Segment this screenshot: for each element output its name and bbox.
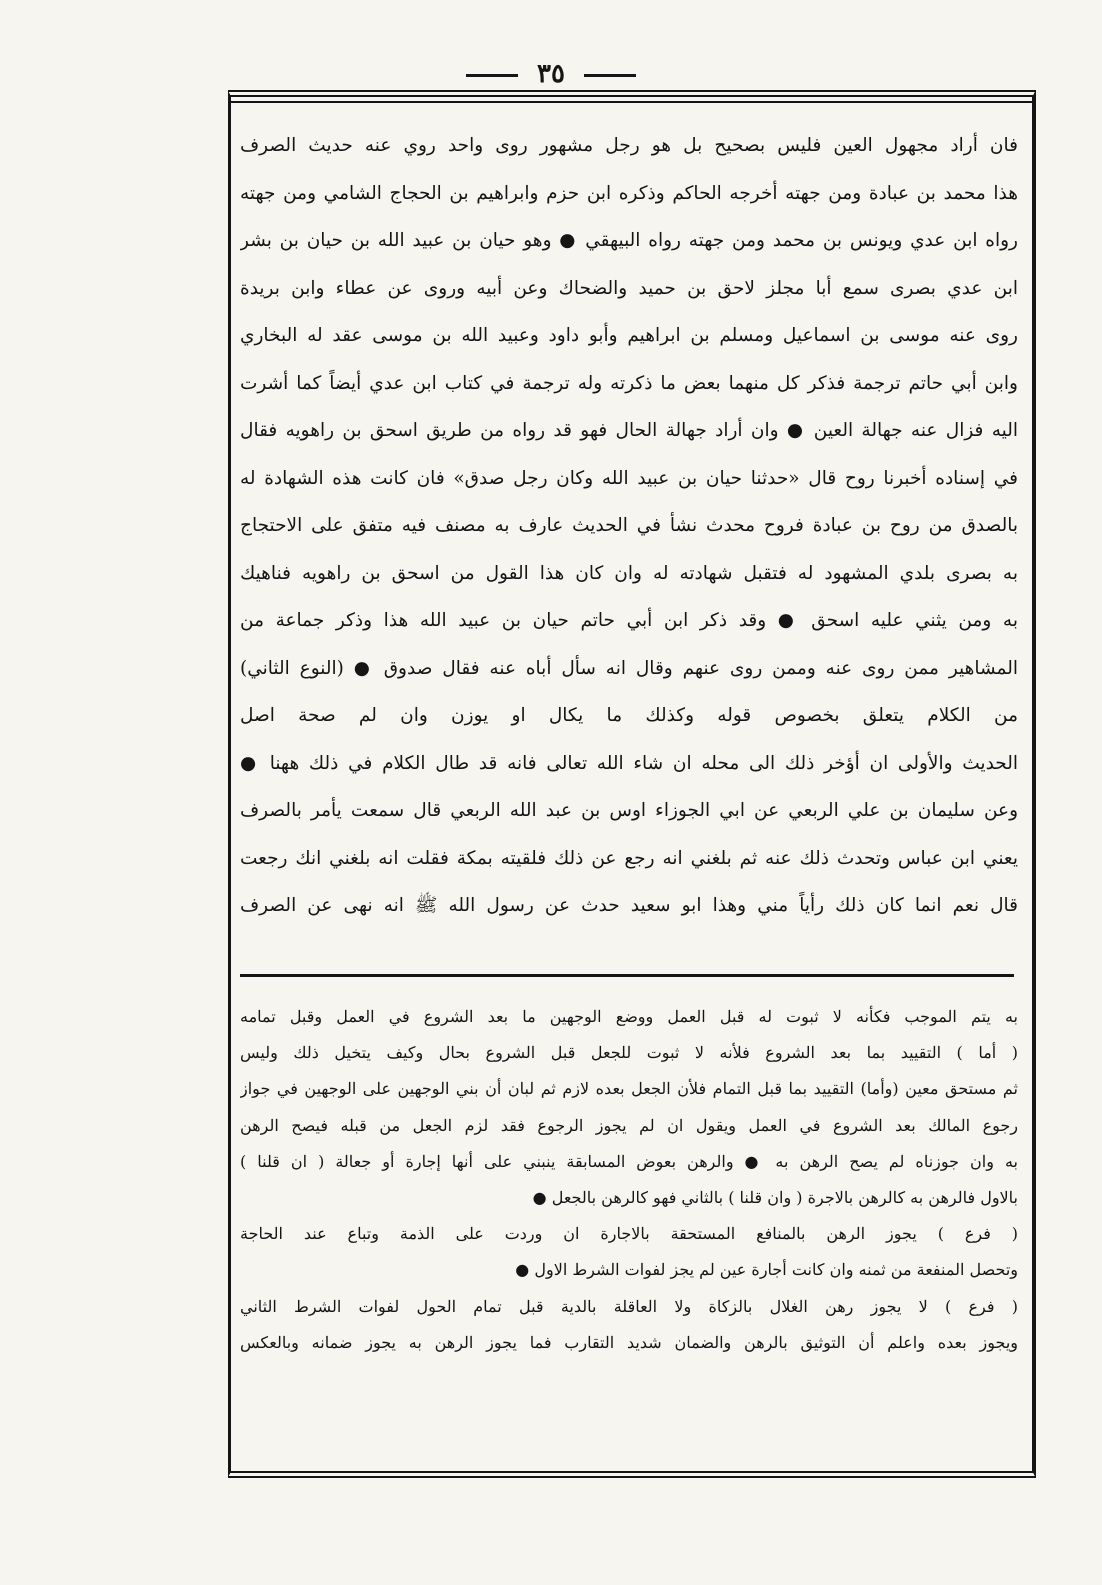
page-number-dash-left [466,74,518,77]
main-text-line: في إسناده أخبرنا روح قال «حدثنا حيان بن عبيد الله وكان رجل صدق» فان كانت هذه الشهادة له [240,467,1018,489]
footnote-line: به وان جوزناه لم يصح الرهن به ● والرهن بعوض المسابقة ينبني على أنها إجارة أو جعالة ( ان قلنا ) [240,1151,1018,1171]
footnote-line: ( أما ) التقييد بما بعد الشروع فلأنه لا ثبوت للجعل قبل الشروع بحال وكيف يتخيل ذلك وليس [240,1043,1018,1063]
footnote-line: وتحصل المنفعة من ثمنه وان كانت أجارة عين لم يجز لفوات الشرط الاول ● [515,1260,1018,1280]
footnote-separator [240,974,1014,977]
main-text-line: روى عنه موسى بن اسماعيل ومسلم بن ابراهيم وأبو داود وعبيد الله بن موسى عقد له البخاري [240,325,1018,346]
footnote-line: ( فرع ) يجوز الرهن بالمنافع المستحقة بالاجارة ان وردت على الذمة وتباع عند الحاجة [240,1224,1018,1244]
main-text-line: بالصدق من روح بن عبادة فروح محدث نشأ في الحديث عارف به مصنف فيه متفق على الاحتجاج [240,515,1018,536]
main-text-line: قال نعم انما كان ذلك رأياً مني وهذا ابو سعيد حدث عن رسول الله ﷺ انه نهى عن الصرف [240,895,1018,916]
footnote-text-block [240,999,1018,1361]
page-number-text: ٣٥ [537,59,565,89]
main-text-line: هذا محمد بن عبادة ومن جهته أخرجه الحاكم وذكره ابن حزم وابراهيم بن الحجاج الشامي ومن جهته [240,182,1018,204]
main-text-line: الحديث والأولى ان أؤخر ذلك الى محله ان شاء الله تعالى فانه قد طال الكلام في ذلك ههنا ● [240,752,1018,774]
main-text-line: يعني ابن عباس وتحدث ذلك عنه ثم بلغني انه رجع عن ذلك فلقيته بمكة فقلت انه بلغني انك رجعت [240,847,1018,869]
main-text-line: وابن أبي حاتم ترجمة فذكر كل منهما بعض ما ذكرته وله ترجمة في كتاب ابن عدي أيضاً كما أشرت [240,372,1018,394]
main-text-line: رواه ابن عدي ويونس بن محمد ومن جهته رواه البيهقي ● وهو حيان بن عبيد الله بن حيان بن بشر [240,230,1018,251]
main-text-line: به بصرى بلدي المشهود له فتقبل شهادته له وان كان هذا القول من اسحق بن راهويه فناهيك [240,562,1018,584]
footnote-line: ( فرع ) لا يجوز رهن الغلال بالزكاة ولا العاقلة بالدية قبل تمام الحول لفوات الشرط الثاني [240,1296,1018,1316]
main-text-line: اليه فزال عنه جهالة العين ● وان أراد جهالة الحال فهو قد رواه من طريق اسحق بن راهويه فقال [240,420,1018,441]
main-text-line: المشاهير ممن روى عنه وممن روى عنهم وقال انه سأل أباه عنه فقال صدوق ● (النوع الثاني) [240,657,1018,679]
footnote-line: رجوع المالك بعد الشروع في العمل ويقول ان لم يجوز الرجوع فقد لزم الجعل من قبله فيصح الرهن [240,1115,1018,1135]
main-text-block [240,122,1018,930]
main-text-line: به ومن يثني عليه اسحق ● وقد ذكر ابن أبي حاتم حيان بن عبيد الله هذا وذكر جماعة من [240,610,1018,631]
page-number [0,54,1102,94]
main-text-line: فان أراد مجهول العين فليس بصحيح بل هو رجل مشهور روى واحد روي عنه حديث الصرف [240,135,1018,156]
footnote-line: ويجوز بعده واعلم أن التوثيق بالرهن والضمان شديد التقارب فما يجوز الرهن به يجوز ضمانه وبالعكس [240,1332,1018,1352]
footnote-line: به يتم الموجب فكأنه لا ثبوت له قبل العمل ووضع الوجهين ما بعد الشروع في العمل وقبل تمامه [240,1007,1018,1026]
footnote-line: بالاول فالرهن به كالرهن بالاجرة ( وان قلنا ) بالثاني فهو كالرهن بالجعل ● [532,1187,1018,1207]
page-number-dash-right [584,74,636,77]
footnote-line: ثم مستحق معين (وأما) التقييد بما قبل التمام فلأن الجعل بعده لازم ثم لبان أن بني الوجهين على الوجهين في جواز [240,1079,1018,1099]
main-text-line: ابن عدي بصرى سمع أبا مجلز لاحق بن حميد والضحاك وعن أبيه وروى عن عطاء وابن بريدة [240,277,1018,299]
main-text-line: من الكلام يتعلق بخصوص قوله وكذلك ما يكال او يوزن وان لم صحة اصل [240,705,1018,726]
main-text-line: وعن سليمان بن علي الربعي عن ابي الجوزاء اوس بن عبد الله الربعي قال سمعت يأمر بالصرف [240,800,1018,821]
